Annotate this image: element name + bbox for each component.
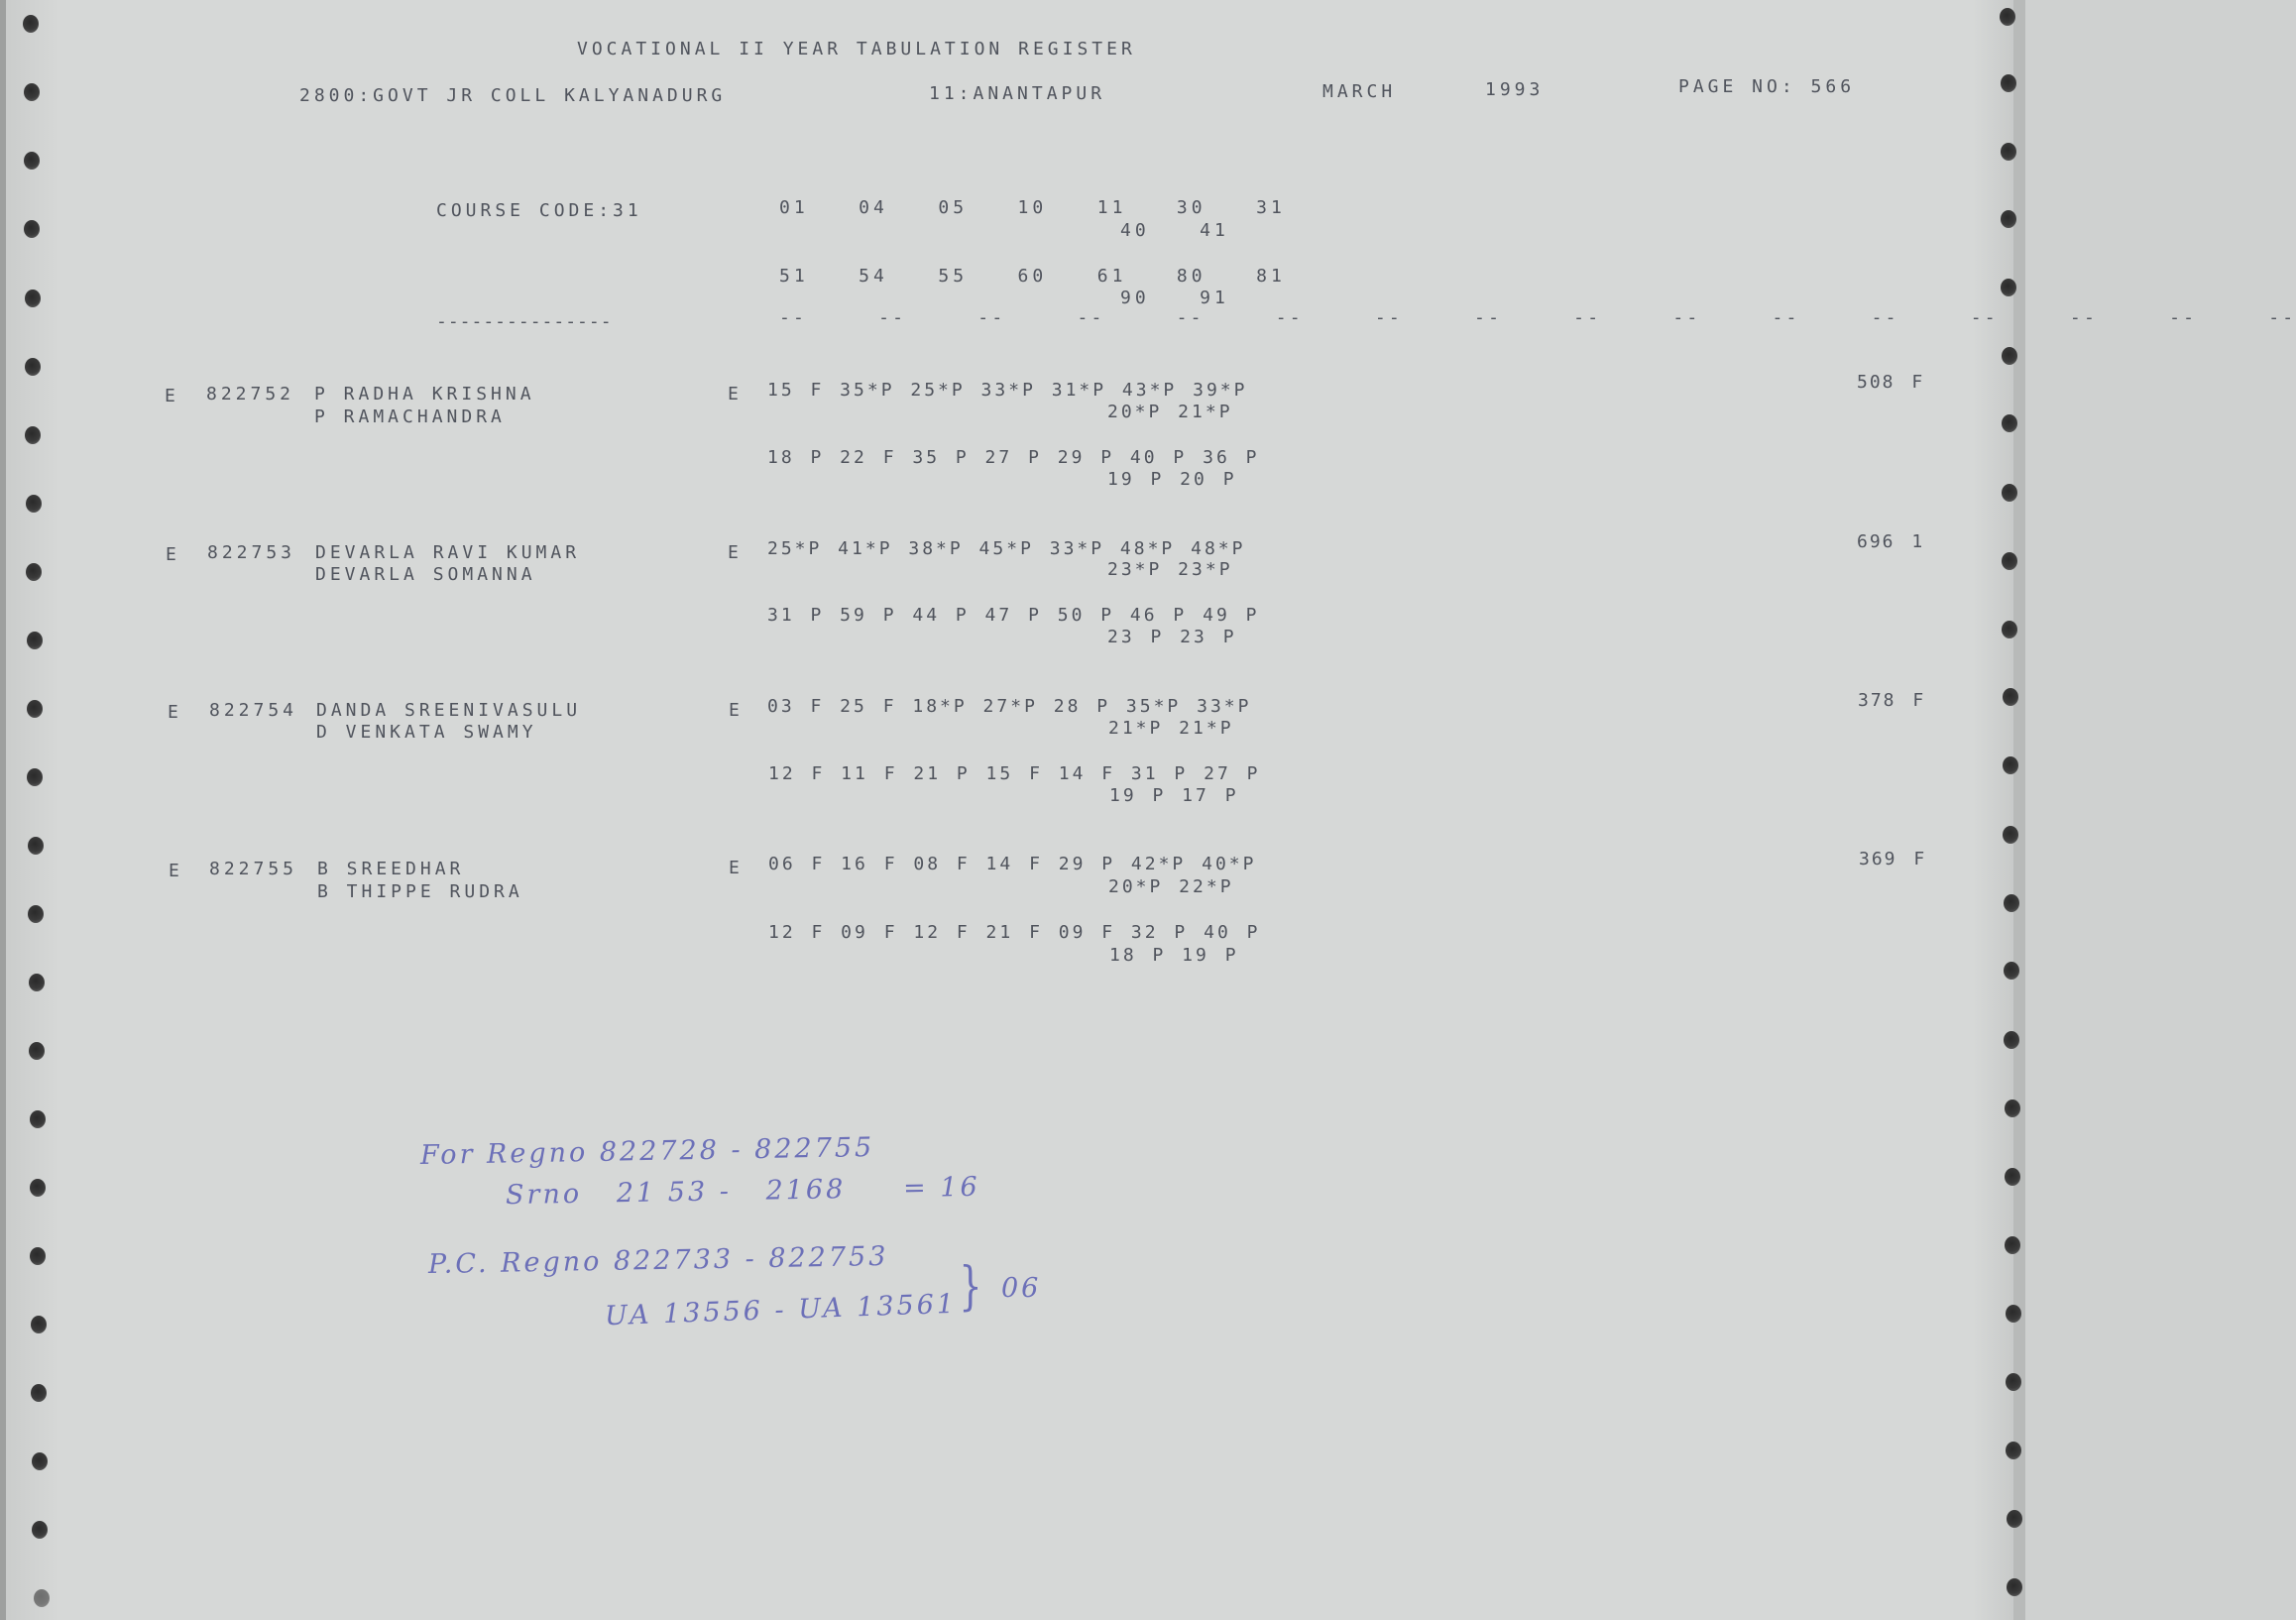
marks-line2b: 23 P 23 P [1107,627,1237,647]
tractor-hole [31,1316,47,1333]
record-regno: 822754 [209,700,298,721]
record-medium: E [728,384,743,405]
tractor-hole [2003,826,2018,844]
subject-codes-row2: 51 54 55 60 61 80 81 [779,266,1286,287]
tractor-hole [27,768,43,786]
exam-year: 1993 [1485,79,1545,100]
tractor-hole [2001,279,2016,296]
tractor-hole [32,1521,48,1539]
record-flag: E [165,386,179,406]
page-number: PAGE NO: 566 [1678,76,1856,97]
father-name: B THIPPE RUDRA [317,881,523,902]
tractor-hole [2006,1373,2021,1391]
tractor-hole [34,1589,50,1607]
marks-line2: 31 P 59 P 44 P 47 P 50 P 46 P 49 P [767,605,1260,626]
tractor-hole [28,837,44,855]
tractor-hole [27,632,43,649]
father-name: P RAMACHANDRA [314,406,506,427]
tractor-hole [29,974,45,991]
candidate-name: P RADHA KRISHNA [314,384,535,405]
handwritten-brace: } [959,1257,984,1317]
record-medium: E [729,700,744,721]
district-name: 11:ANANTAPUR [929,83,1106,104]
tractor-hole [25,289,41,307]
tractor-hole [2000,8,2015,26]
record-medium: E [729,858,744,878]
tractor-hole [2007,1510,2022,1528]
record-medium: E [728,542,743,563]
college-name: 2800:GOVT JR COLL KALYANADURG [299,85,727,106]
subject-codes-row2b: 90 91 [1120,288,1229,308]
record-regno: 822752 [206,384,295,405]
tractor-hole [2006,1305,2021,1323]
separator-columns: -- -- -- -- -- -- -- -- -- -- -- -- -- -- -- -- [779,307,2296,328]
marks-line1b: 20*P 21*P [1107,402,1233,422]
register-title: VOCATIONAL II YEAR TABULATION REGISTER [577,39,1136,59]
marks-line2: 12 F 09 F 12 F 21 F 09 F 32 P 40 P [768,922,1261,943]
tractor-hole [31,1384,47,1402]
tractor-hole [30,1179,46,1197]
tractor-hole [30,1247,46,1265]
marks-line1: 15 F 35*P 25*P 33*P 31*P 43*P 39*P [767,380,1248,401]
tractor-hole [2002,484,2017,502]
marks-line2b: 19 P 20 P [1107,469,1237,490]
tractor-hole [32,1452,48,1470]
record-total: 369 F [1859,849,1927,869]
record-flag: E [169,861,183,881]
marks-line1: 06 F 16 F 08 F 14 F 29 P 42*P 40*P [768,854,1257,874]
record-total: 508 F [1857,372,1925,393]
marks-line2: 18 P 22 F 35 P 27 P 29 P 40 P 36 P [767,447,1260,468]
tractor-hole [2002,347,2017,365]
paper-left-edge [0,0,6,1620]
marks-line1: 03 F 25 F 18*P 27*P 28 P 35*P 33*P [767,696,1252,717]
marks-line1b: 21*P 21*P [1108,718,1234,739]
tractor-hole [2007,1578,2022,1596]
tractor-hole [24,152,40,170]
candidate-name: B SREEDHAR [317,859,465,879]
handwritten-note-line4: UA 13556 - UA 13561 [604,1288,958,1332]
record-flag: E [168,702,182,723]
father-name: D VENKATA SWAMY [316,722,537,743]
handwritten-count: 06 [1001,1273,1042,1304]
marks-line1: 25*P 41*P 38*P 45*P 33*P 48*P 48*P [767,538,1246,559]
marks-line2b: 19 P 17 P [1109,785,1239,806]
tractor-hole [2005,1168,2020,1186]
tractor-hole [23,15,39,33]
record-total: 378 F [1858,690,1926,711]
tractor-hole [2002,621,2017,638]
marks-line1b: 23*P 23*P [1107,559,1233,580]
subject-codes-row1b: 40 41 [1120,220,1229,241]
subject-codes-row1: 01 04 05 10 11 30 31 [779,197,1286,218]
tractor-hole [25,358,41,376]
tractor-hole [24,83,40,101]
tractor-hole [2004,962,2019,980]
record-regno: 822755 [209,859,298,879]
handwritten-note-line2: Srno 21 53 - 2168 = 16 [505,1171,980,1212]
tractor-hole [28,905,44,923]
tractor-hole [30,1110,46,1128]
tractor-hole [24,220,40,238]
separator-left: --------------- [436,311,613,332]
tractor-hole [26,495,42,513]
handwritten-note-line3: P.C. Regno 822733 - 822753 [427,1240,889,1281]
tractor-hole [25,426,41,444]
record-regno: 822753 [207,542,296,563]
marks-line2: 12 F 11 F 21 P 15 F 14 F 31 P 27 P [768,763,1261,784]
exam-month: MARCH [1322,81,1397,102]
tractor-hole [2003,756,2018,774]
record-flag: E [166,544,180,565]
candidate-name: DANDA SREENIVASULU [316,700,582,721]
candidate-name: DEVARLA RAVI KUMAR [315,542,581,563]
tractor-hole [2003,688,2018,706]
father-name: DEVARLA SOMANNA [315,564,536,585]
handwritten-note-line1: For Regno 822728 - 822755 [419,1132,875,1171]
tractor-hole [2004,894,2019,912]
tractor-hole [2005,1236,2020,1254]
tractor-hole [29,1042,45,1060]
marks-line2b: 18 P 19 P [1109,945,1239,966]
course-code-label: COURSE CODE:31 [436,200,642,221]
tractor-hole [2006,1442,2021,1459]
tractor-hole [2005,1099,2020,1117]
tractor-hole [2002,552,2017,570]
tractor-hole [2002,414,2017,432]
tractor-hole [2001,210,2016,228]
tractor-hole [2001,143,2016,161]
marks-line1b: 20*P 22*P [1108,876,1234,897]
tractor-hole [2001,74,2016,92]
tractor-hole [27,700,43,718]
record-total: 696 1 [1857,531,1925,552]
tractor-hole [26,563,42,581]
tractor-hole [2004,1031,2019,1049]
